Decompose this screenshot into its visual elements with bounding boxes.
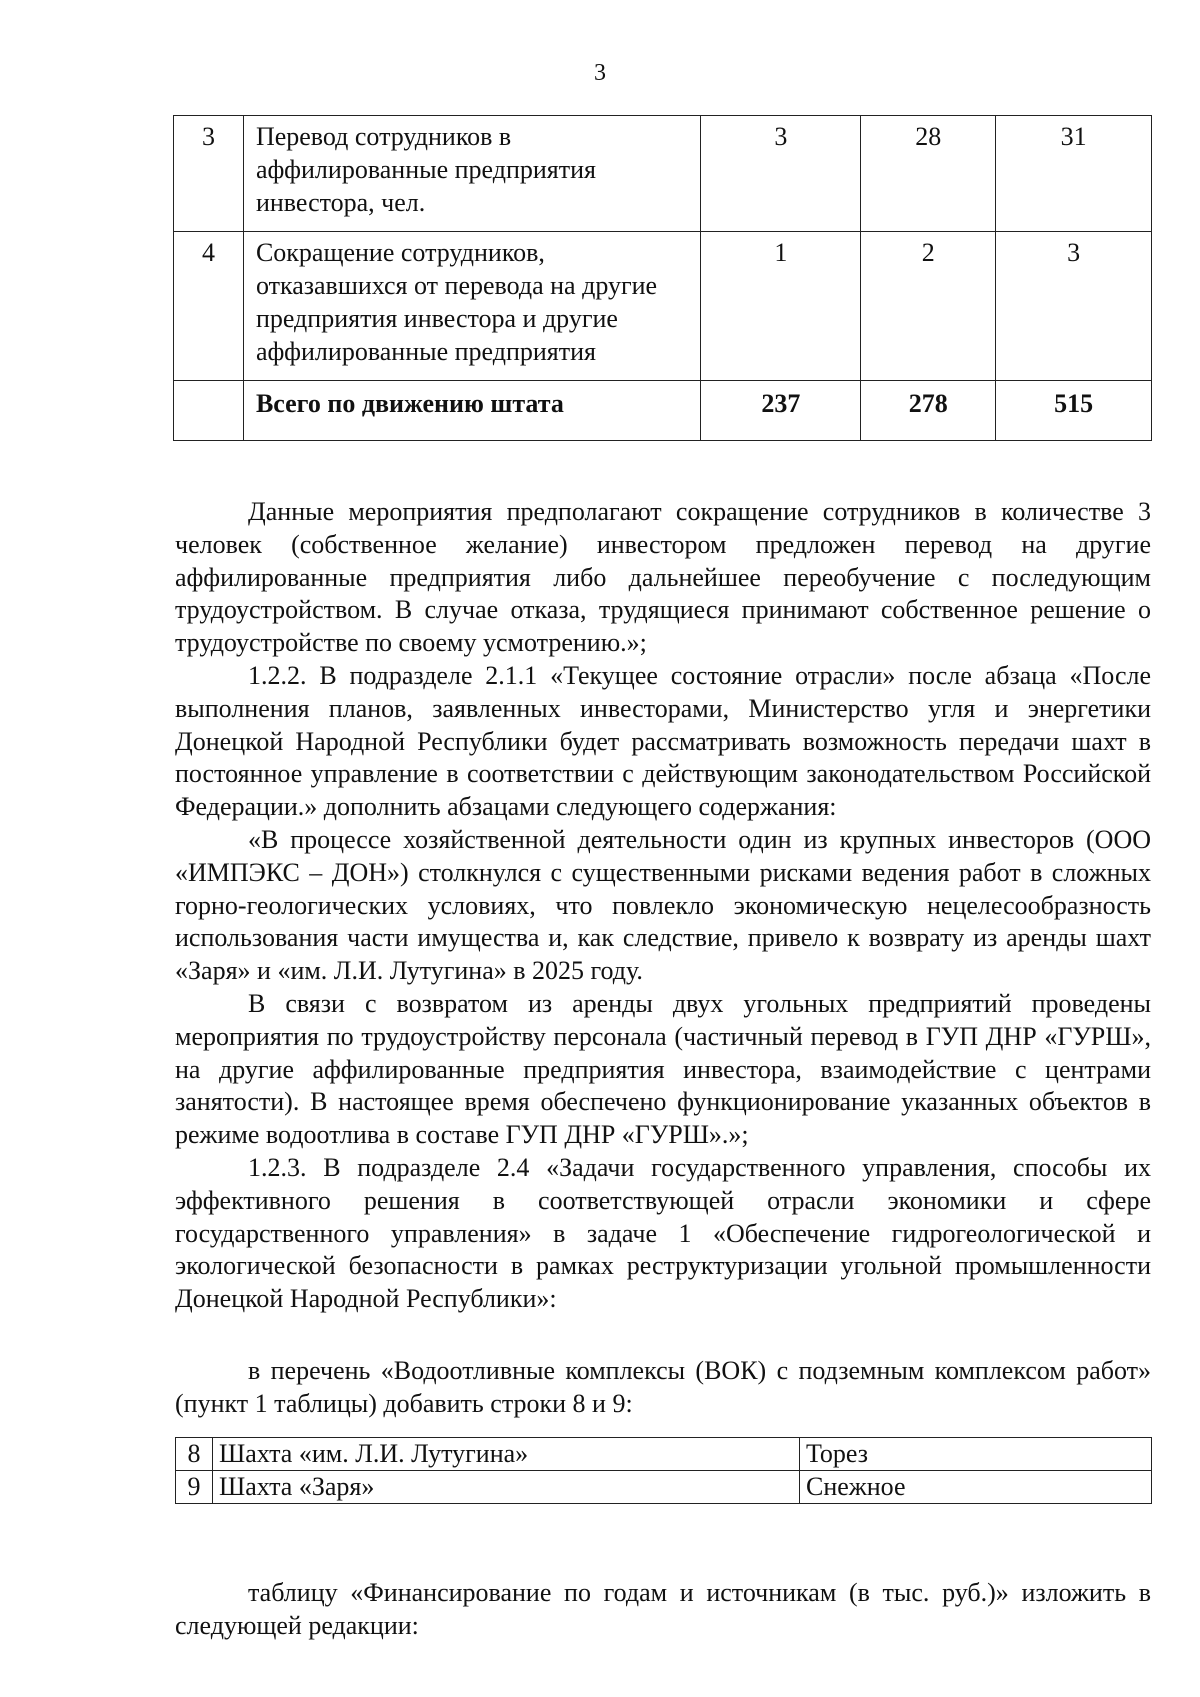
paragraph: таблицу «Финансирование по годам и источникам (в тыс. руб.)» изложить в следующей редакции:	[175, 1578, 1151, 1640]
row-value: 1	[701, 232, 861, 381]
row-number: 9	[176, 1471, 213, 1504]
mines-table	[175, 1437, 1152, 1504]
row-number: 4	[174, 232, 244, 381]
staff-movement-table	[173, 115, 1152, 441]
total-label: Всего по движению штата	[243, 381, 701, 441]
mine-town: Снежное	[800, 1471, 1152, 1504]
row-value: 3	[996, 232, 1152, 381]
row-value: 31	[996, 116, 1152, 232]
mine-name: Шахта «Заря»	[213, 1471, 800, 1504]
table-row	[174, 116, 1152, 232]
paragraph: 1.2.3. В подразделе 2.4 «Задачи государственного управления, способы их эффективного решения в соответствующей отрасли экономики и сфере государственного управления» в задаче 1 «Обеспечение гидрогеологической и экологической безопасности в рамках реструктуризации угольной промышленности Донецкой Народной Республики»:	[175, 1152, 1151, 1314]
mine-name: Шахта «им. Л.И. Лутугина»	[213, 1438, 800, 1471]
total-value: 515	[996, 381, 1152, 441]
paragraph: «В процессе хозяйственной деятельности один из крупных инвесторов (ООО «ИМПЭКС – ДОН») столкнулся с существенными рисками ведения работ в сложных горно-геологических условиях, что повлекло экономическую нецелесообразность использования части имущества и, как следствие, привело к возврату из аренды шахт «Заря» и «им. Л.И. Лутугина» в 2025 году.	[175, 824, 1151, 986]
final-text	[175, 1577, 1151, 1643]
total-value: 278	[861, 381, 996, 441]
page-number: 3	[594, 60, 606, 86]
paragraph: 1.2.2. В подразделе 2.1.1 «Текущее состояние отрасли» после абзаца «После выполнения планов, заявленных инвесторами, Министерство угля и энергетики Донецкой Народной Республики будет рассматривать возможность передачи шахт в постоянное управление в соответствии с действующим законодательством Российской Федерации.» дополнить абзацами следующего содержания:	[175, 660, 1151, 822]
row-value: 28	[861, 116, 996, 232]
table-row	[174, 232, 1152, 381]
row-number: 8	[176, 1438, 213, 1471]
empty-cell	[174, 381, 244, 441]
row-value: 2	[861, 232, 996, 381]
row-number: 3	[174, 116, 244, 232]
total-value: 237	[701, 381, 861, 441]
row-value: 3	[701, 116, 861, 232]
paragraph: Данные мероприятия предполагают сокращение сотрудников в количестве 3 человек (собственное желание) инвестором предложен перевод на другие аффилированные предприятия либо дальнейшее переобучение с последующим трудоустройством. В случае отказа, трудящиеся принимают собственное решение о трудоустройстве по своему усмотрению.»;	[175, 497, 1151, 658]
row-description: Сокращение сотрудников, отказавшихся от перевода на другие предприятия инвестора и другие аффилированные предприятия	[243, 232, 701, 381]
table-row	[176, 1471, 1152, 1504]
paragraph: В связи с возвратом из аренды двух угольных предприятий проведены мероприятия по трудоустройству персонала (частичный перевод в ГУП ДНР «ГУРШ», на другие аффилированные предприятия инвестора, взаимодействие с центрами занятости). В настоящее время обеспечено функционирование указанных объектов в режиме водоотлива в составе ГУП ДНР «ГУРШ».»;	[175, 988, 1151, 1150]
total-row	[174, 381, 1152, 441]
body-text	[175, 496, 1151, 1316]
row-description: Перевод сотрудников в аффилированные предприятия инвестора, чел.	[243, 116, 701, 232]
list-intro-text	[175, 1355, 1151, 1421]
mine-town: Торез	[800, 1438, 1152, 1471]
paragraph: в перечень «Водоотливные комплексы (ВОК) с подземным комплексом работ» (пункт 1 таблицы) добавить строки 8 и 9:	[175, 1356, 1151, 1418]
table-row	[176, 1438, 1152, 1471]
